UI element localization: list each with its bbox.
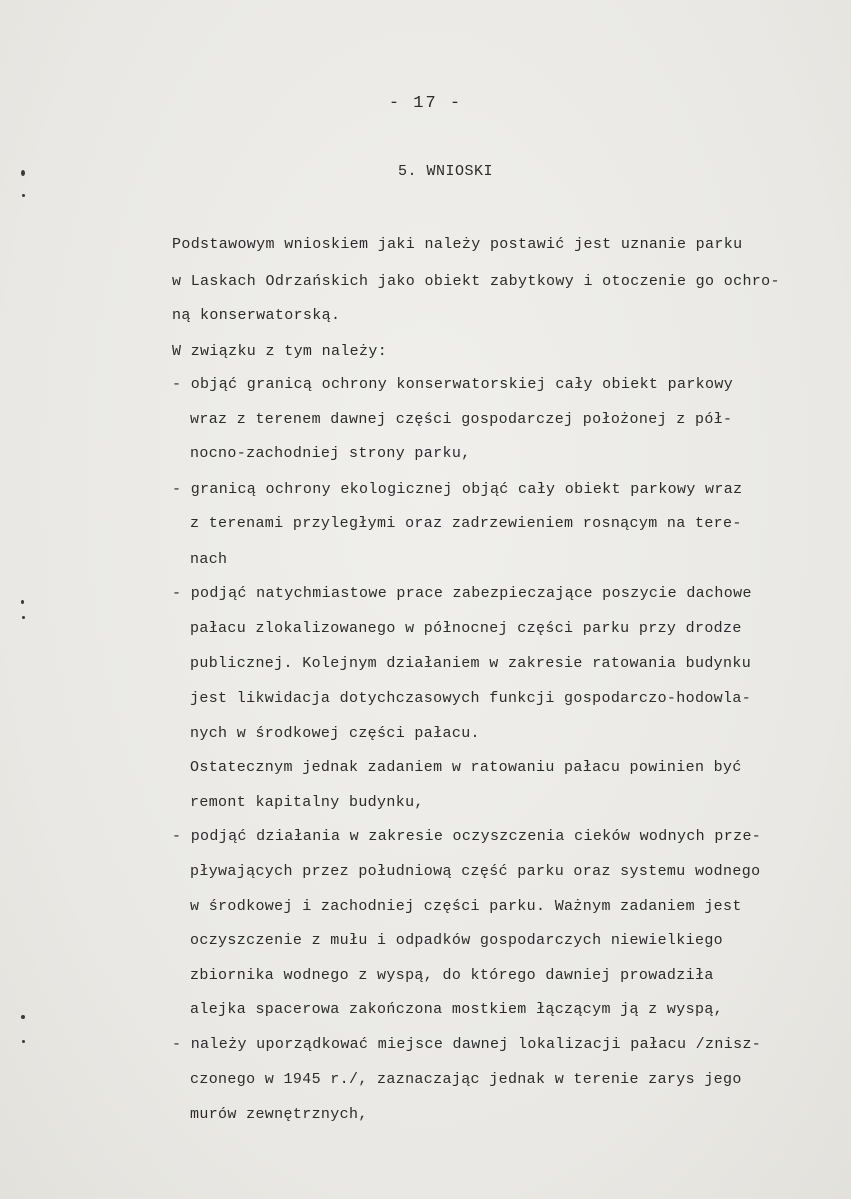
binder-mark [21, 1015, 25, 1019]
list-item-line: - objąć granicą ochrony konserwatorskiej cały obiekt parkowy [172, 376, 734, 393]
text-line: murów zewnętrznych, [190, 1106, 368, 1123]
text-line: nocno-zachodniej strony parku, [190, 445, 471, 462]
text-line: remont kapitalny budynku, [190, 794, 424, 811]
text-line: w Laskach Odrzańskich jako obiekt zabytkowy i otoczenie go ochro- [172, 273, 780, 290]
binder-mark [22, 194, 25, 197]
binder-mark [21, 600, 24, 604]
text-line: nach [190, 551, 228, 568]
text-line: Ostatecznym jednak zadaniem w ratowaniu pałacu powinien być [190, 759, 742, 776]
text-line: ną konserwatorską. [172, 307, 341, 324]
text-line: jest likwidacja dotychczasowych funkcji gospodarczo-hodowla- [190, 690, 752, 707]
text-line: zbiornika wodnego z wyspą, do którego dawniej prowadziła [190, 967, 714, 984]
text-line: Podstawowym wnioskiem jaki należy postawić jest uznanie parku [172, 236, 743, 253]
text-line: wraz z terenem dawnej części gospodarczej położonej z pół- [190, 411, 733, 428]
binder-mark [22, 616, 25, 619]
binder-mark [21, 170, 25, 176]
page-number: - 17 - [388, 94, 463, 113]
list-item-line: - podjąć natychmiastowe prace zabezpieczające poszycie dachowe [172, 585, 752, 602]
list-item-line: - granicą ochrony ekologicznej objąć cały obiekt parkowy wraz [172, 481, 743, 498]
text-line: nych w środkowej części pałacu. [190, 725, 480, 742]
binder-mark [22, 1040, 25, 1043]
text-line: pałacu zlokalizowanego w północnej części parku przy drodze [190, 620, 742, 637]
text-line: w środkowej i zachodniej części parku. Ważnym zadaniem jest [190, 898, 742, 915]
text-line: publicznej. Kolejnym działaniem w zakresie ratowania budynku [190, 655, 752, 672]
list-item-line: - podjąć działania w zakresie oczyszczenia cieków wodnych prze- [172, 828, 762, 845]
section-title: 5. WNIOSKI [397, 163, 493, 180]
text-line: oczyszczenie z mułu i odpadków gospodarczych niewielkiego [190, 932, 724, 949]
text-line: pływających przez południową część parku oraz systemu wodnego [190, 863, 761, 880]
text-line: W związku z tym należy: [172, 343, 388, 360]
text-line: czonego w 1945 r./, zaznaczając jednak w terenie zarys jego [190, 1071, 742, 1088]
text-line: alejka spacerowa zakończona mostkiem łączącym ją z wyspą, [190, 1001, 724, 1018]
list-item-line: - należy uporządkować miejsce dawnej lokalizacji pałacu /znisz- [172, 1036, 762, 1053]
text-line: z terenami przyległymi oraz zadrzewieniem rosnącym na tere- [190, 515, 742, 532]
